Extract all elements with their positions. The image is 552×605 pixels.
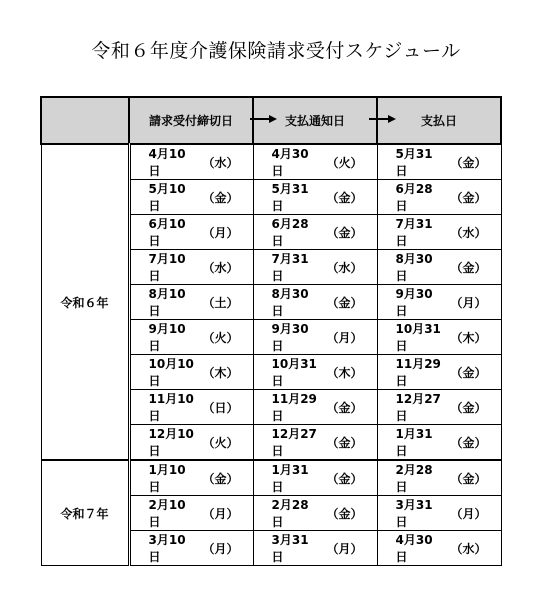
payment-weekday: （水）	[450, 225, 487, 240]
notice-date: 7月31日	[271, 252, 309, 283]
payment-date: 2月28日	[395, 463, 433, 494]
payment-date: 4月30日	[395, 533, 433, 564]
claim-cell	[129, 390, 253, 425]
payment-date: 6月28日	[395, 182, 433, 213]
payment-cell	[377, 144, 501, 180]
notice-date: 11月29日	[271, 392, 317, 423]
notice-cell	[253, 390, 377, 425]
payment-cell	[377, 496, 501, 531]
notice-date: 8月30日	[271, 287, 309, 318]
claim-date: 4月10日	[148, 147, 186, 178]
payment-weekday: （月）	[450, 506, 487, 521]
payment-weekday: （金）	[450, 190, 487, 205]
claim-cell	[129, 531, 253, 566]
claim-weekday: （水）	[202, 155, 239, 170]
notice-date: 3月31日	[271, 533, 309, 564]
payment-weekday: （水）	[450, 541, 487, 556]
claim-date: 7月10日	[148, 252, 186, 283]
payment-cell	[377, 215, 501, 250]
claim-cell	[129, 285, 253, 320]
payment-cell	[377, 460, 501, 496]
notice-weekday: （金）	[326, 190, 363, 205]
notice-date: 9月30日	[271, 322, 309, 353]
header-payment-date	[377, 97, 501, 144]
page-title: 令和６年度介護保険請求受付スケジュール	[91, 40, 461, 62]
notice-cell	[253, 215, 377, 250]
notice-cell	[253, 460, 377, 496]
payment-weekday: （月）	[450, 295, 487, 310]
payment-cell	[377, 531, 501, 566]
payment-cell	[377, 355, 501, 390]
schedule-table	[40, 96, 502, 566]
notice-weekday: （金）	[326, 225, 363, 240]
claim-cell	[129, 215, 253, 250]
claim-cell	[129, 320, 253, 355]
payment-date: 1月31日	[395, 427, 433, 458]
claim-date: 12月10日	[148, 427, 194, 458]
claim-cell	[129, 250, 253, 285]
payment-date: 8月30日	[395, 252, 433, 283]
notice-date: 12月27日	[271, 427, 317, 458]
payment-weekday: （金）	[450, 471, 487, 486]
header-year	[41, 97, 129, 144]
claim-date: 9月10日	[148, 322, 186, 353]
notice-cell	[253, 250, 377, 285]
header-payment-label: 支払日	[420, 114, 457, 128]
notice-weekday: （金）	[326, 295, 363, 310]
year-label: 令和６年	[41, 144, 129, 460]
notice-cell	[253, 320, 377, 355]
payment-date: 12月27日	[395, 392, 441, 423]
notice-cell	[253, 425, 377, 461]
claim-weekday: （火）	[202, 330, 239, 345]
notice-weekday: （金）	[326, 435, 363, 450]
claim-cell	[129, 180, 253, 215]
header-row	[41, 97, 501, 144]
header-payment-notice	[253, 97, 377, 144]
notice-date: 5月31日	[271, 182, 309, 213]
notice-cell	[253, 531, 377, 566]
table-row	[41, 144, 501, 180]
notice-date: 6月28日	[271, 217, 309, 248]
payment-weekday: （木）	[450, 330, 487, 345]
year-label: 令和７年	[41, 460, 129, 566]
payment-weekday: （金）	[450, 400, 487, 415]
notice-weekday: （月）	[326, 330, 363, 345]
claim-cell	[129, 144, 253, 180]
payment-date: 11月29日	[395, 357, 441, 388]
notice-cell	[253, 180, 377, 215]
claim-date: 1月10日	[148, 463, 186, 494]
claim-date: 6月10日	[148, 217, 186, 248]
claim-weekday: （月）	[202, 541, 239, 556]
payment-weekday: （金）	[450, 365, 487, 380]
claim-weekday: （日）	[202, 400, 239, 415]
claim-date: 8月10日	[148, 287, 186, 318]
claim-date: 11月10日	[148, 392, 194, 423]
claim-weekday: （月）	[202, 506, 239, 521]
claim-weekday: （木）	[202, 365, 239, 380]
payment-date: 9月30日	[395, 287, 433, 318]
claim-date: 10月10日	[148, 357, 194, 388]
claim-date: 2月10日	[148, 498, 186, 529]
claim-cell	[129, 460, 253, 496]
claim-weekday: （金）	[202, 471, 239, 486]
claim-weekday: （水）	[202, 260, 239, 275]
notice-cell	[253, 355, 377, 390]
notice-cell	[253, 285, 377, 320]
payment-weekday: （金）	[450, 260, 487, 275]
claim-weekday: （金）	[202, 190, 239, 205]
payment-cell	[377, 285, 501, 320]
schedule-body	[41, 144, 501, 566]
notice-date: 1月31日	[271, 463, 309, 494]
claim-cell	[129, 425, 253, 461]
payment-cell	[377, 390, 501, 425]
payment-date: 10月31日	[395, 322, 441, 353]
payment-weekday: （金）	[450, 435, 487, 450]
claim-date: 5月10日	[148, 182, 186, 213]
claim-weekday: （月）	[202, 225, 239, 240]
notice-date: 10月31日	[271, 357, 317, 388]
notice-date: 2月28日	[271, 498, 309, 529]
notice-weekday: （水）	[326, 260, 363, 275]
claim-weekday: （土）	[202, 295, 239, 310]
header-claim-deadline	[129, 97, 253, 144]
payment-cell	[377, 180, 501, 215]
notice-weekday: （金）	[326, 400, 363, 415]
payment-date: 3月31日	[395, 498, 433, 529]
notice-cell	[253, 144, 377, 180]
payment-date: 5月31日	[395, 147, 433, 178]
notice-weekday: （木）	[326, 365, 363, 380]
claim-date: 3月10日	[148, 533, 186, 564]
notice-weekday: （月）	[326, 541, 363, 556]
payment-cell	[377, 250, 501, 285]
payment-weekday: （金）	[450, 155, 487, 170]
claim-weekday: （火）	[202, 435, 239, 450]
table-row	[41, 460, 501, 496]
claim-cell	[129, 355, 253, 390]
notice-weekday: （金）	[326, 471, 363, 486]
notice-weekday: （火）	[326, 155, 363, 170]
claim-cell	[129, 496, 253, 531]
notice-date: 4月30日	[271, 147, 309, 178]
notice-cell	[253, 496, 377, 531]
notice-weekday: （金）	[326, 506, 363, 521]
header-claim-label: 請求受付締切日	[148, 114, 233, 128]
payment-cell	[377, 425, 501, 461]
payment-cell	[377, 320, 501, 355]
header-notice-label: 支払通知日	[284, 114, 345, 128]
payment-date: 7月31日	[395, 217, 433, 248]
